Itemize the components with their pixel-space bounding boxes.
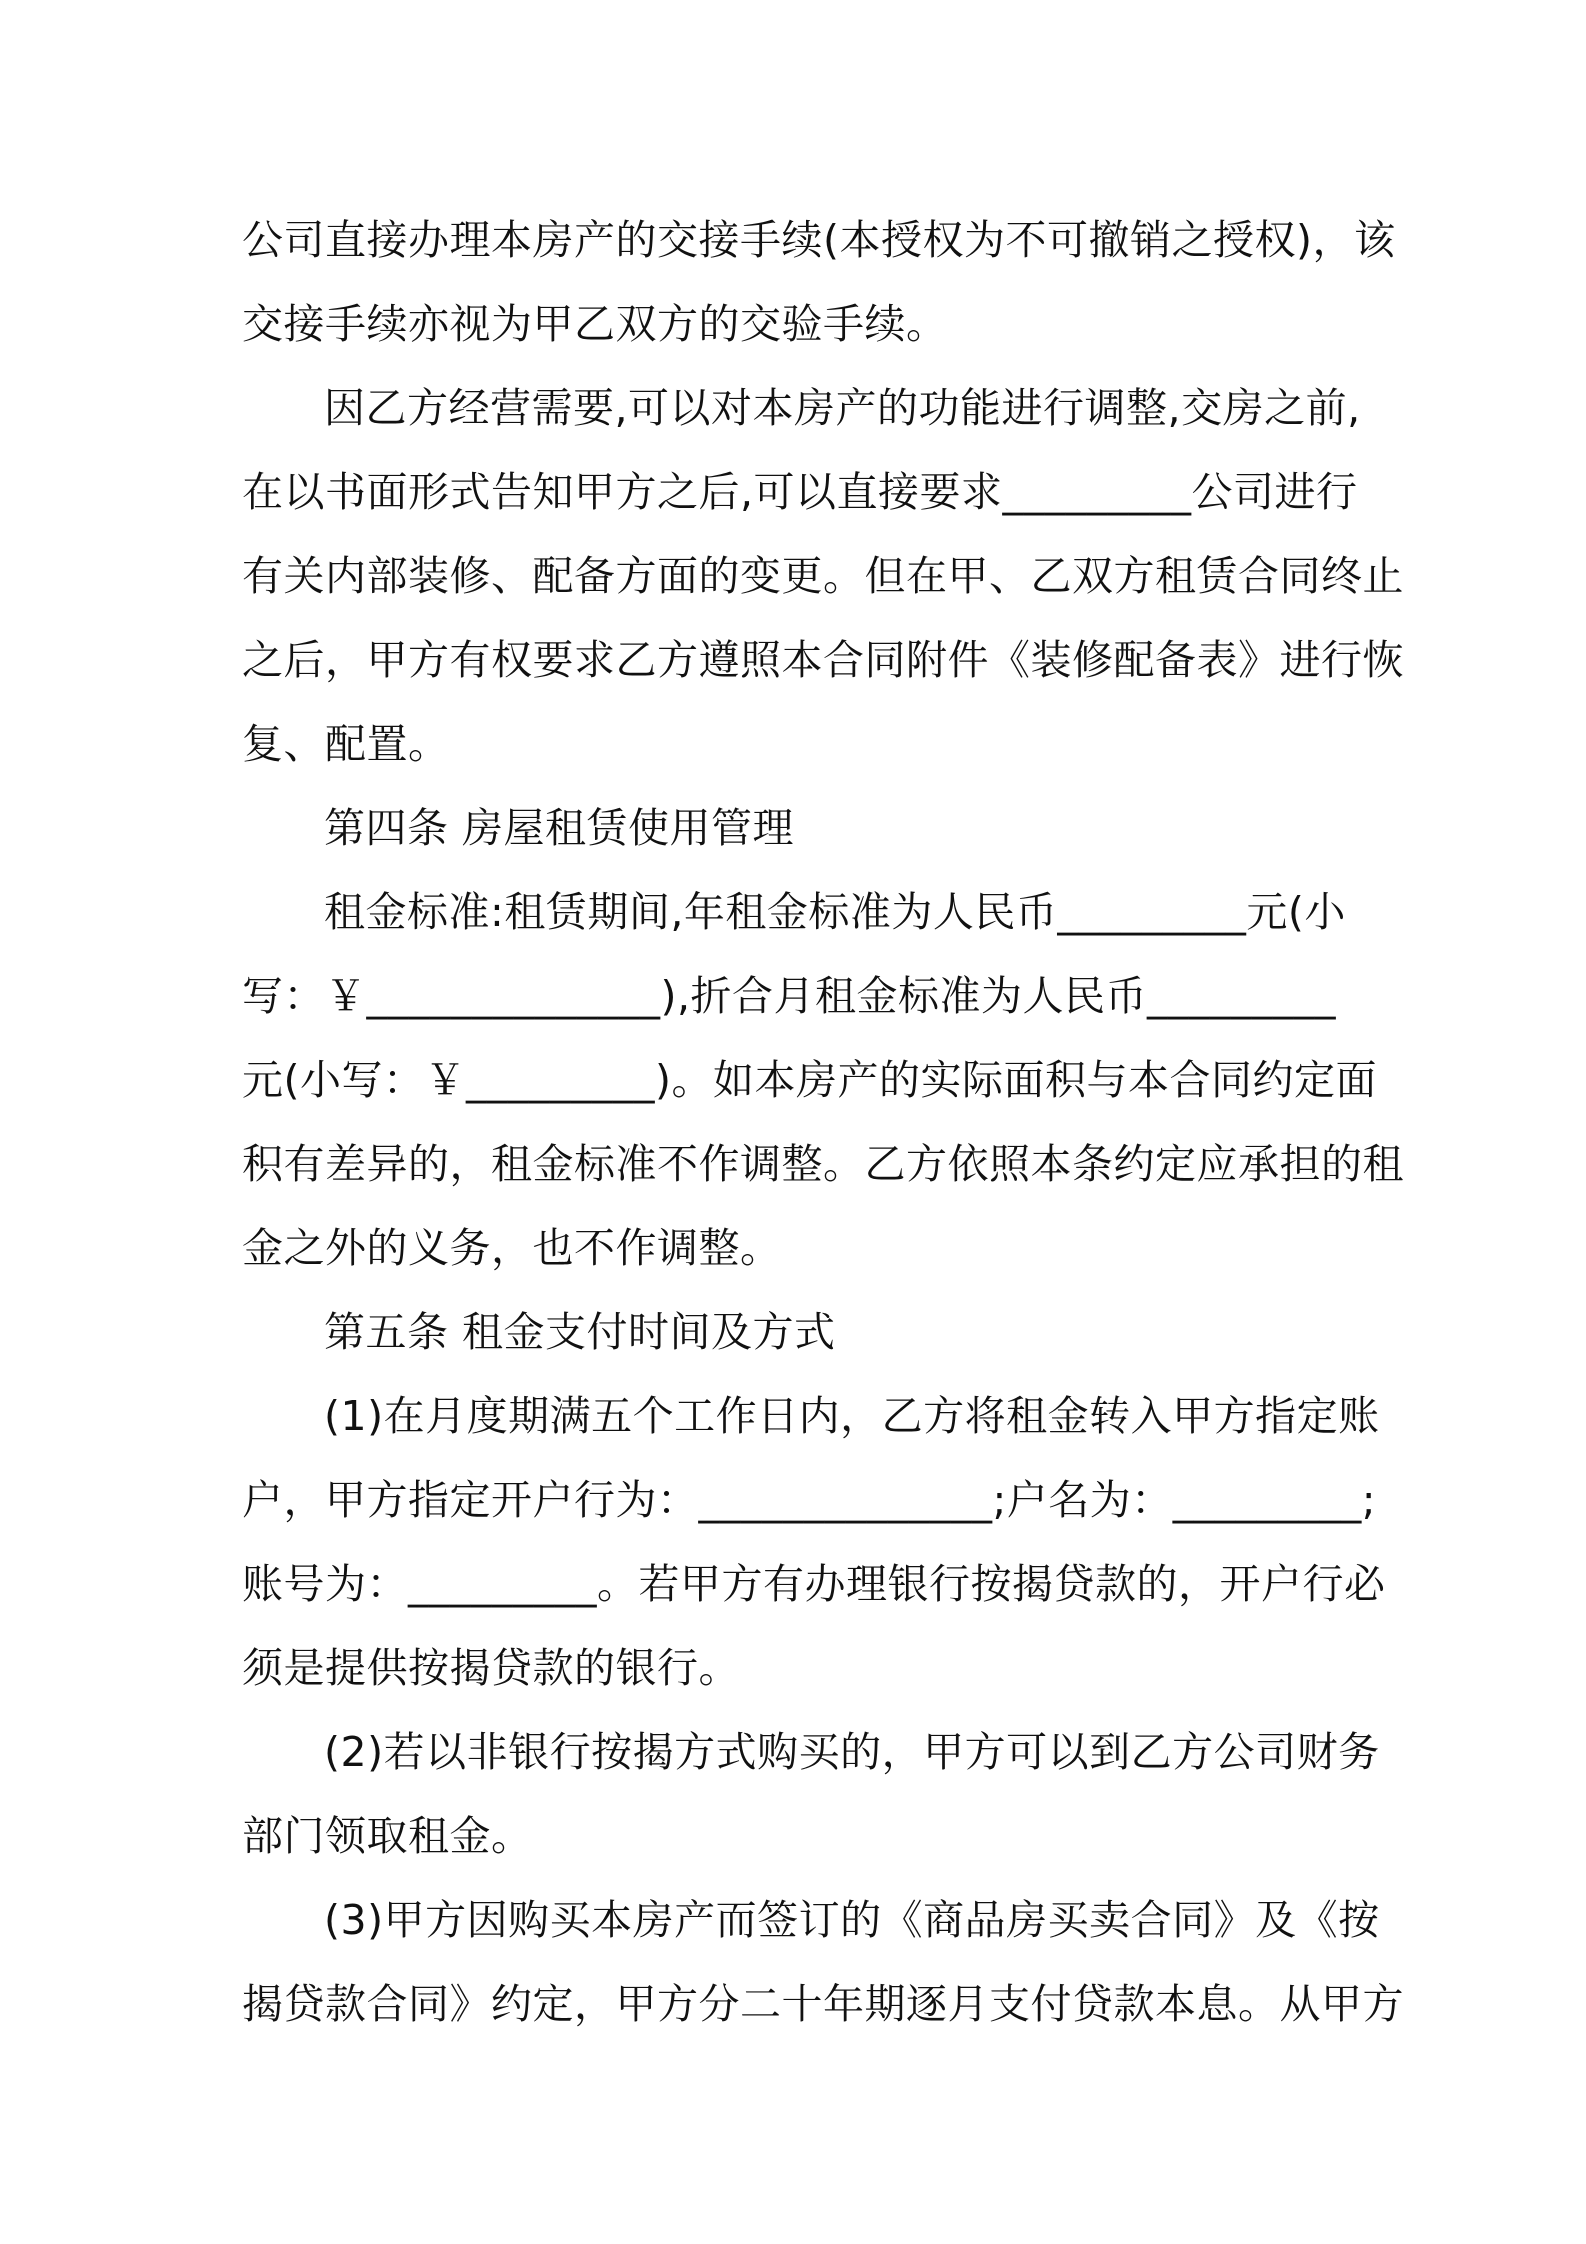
text-line: 之后，甲方有权要求乙方遵照本合同附件《装修配备表》进行恢 [242, 636, 1404, 684]
text-line: 账号为：_________。若甲方有办理银行按揭贷款的，开户行必 [242, 1560, 1386, 1608]
document-body [242, 198, 1404, 2046]
paragraph-start-line: (3)甲方因购买本房产而签订的《商品房买卖合同》及《按 [324, 1896, 1380, 1944]
text-line: 有关内部装修、配备方面的变更。但在甲、乙双方租赁合同终止 [242, 552, 1404, 600]
paragraph-start-line: (2)若以非银行按揭方式购买的，甲方可以到乙方公司财务 [324, 1728, 1380, 1776]
text-line: 户，甲方指定开户行为：______________;户名为：_________; [242, 1476, 1377, 1524]
text-line: 部门领取租金。 [242, 1812, 533, 1860]
article-heading: 第四条 房屋租赁使用管理 [324, 804, 795, 852]
text-line: 金之外的义务，也不作调整。 [242, 1224, 782, 1272]
paragraph-start-line: 因乙方经营需要,可以对本房产的功能进行调整,交房之前, [324, 384, 1361, 432]
text-line: 揭贷款合同》约定，甲方分二十年期逐月支付贷款本息。从甲方 [242, 1980, 1404, 2028]
text-line: 公司直接办理本房产的交接手续(本授权为不可撤销之授权)，该 [242, 216, 1396, 264]
text-line: 写：￥______________),折合月租金标准为人民币_________ [242, 972, 1337, 1020]
text-line: 交接手续亦视为甲乙双方的交验手续。 [242, 300, 948, 348]
text-line: 积有差异的，租金标准不作调整。乙方依照本条约定应承担的租 [242, 1140, 1404, 1188]
paragraph-start-line: (1)在月度期满五个工作日内，乙方将租金转入甲方指定账 [324, 1392, 1380, 1440]
text-line: 复、配置。 [242, 720, 450, 768]
paragraph-start-line: 租金标准:租赁期间,年租金标准为人民币_________元(小 [324, 888, 1346, 936]
text-line: 元(小写：￥_________)。如本房产的实际面积与本合同约定面 [242, 1056, 1377, 1104]
article-heading: 第五条 租金支付时间及方式 [324, 1308, 836, 1356]
text-line: 在以书面形式告知甲方之后,可以直接要求_________公司进行 [242, 468, 1358, 516]
text-line: 须是提供按揭贷款的银行。 [242, 1644, 740, 1692]
